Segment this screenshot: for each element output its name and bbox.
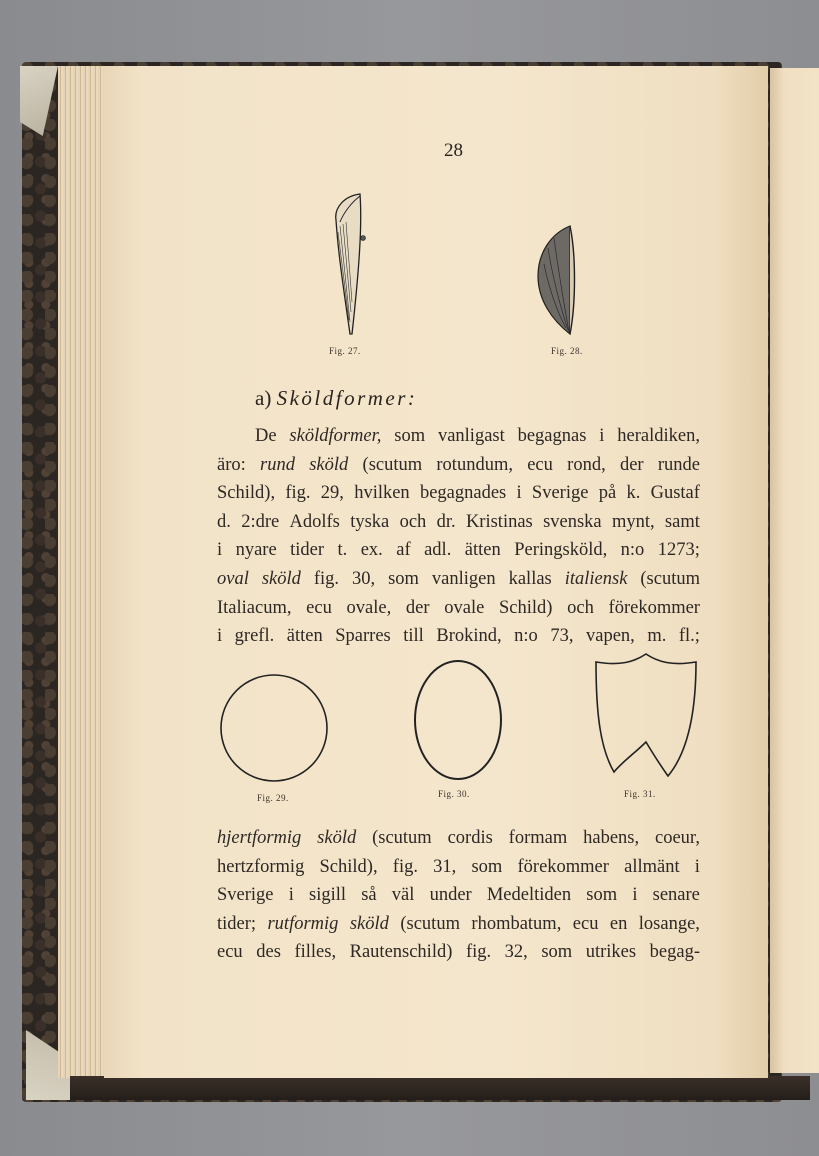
word: senare <box>652 885 700 906</box>
word: samt <box>664 511 700 532</box>
word: ecu <box>217 942 243 963</box>
text-line <box>217 565 700 594</box>
text-line <box>217 824 700 853</box>
word: i <box>217 626 223 647</box>
word: Sparres <box>335 626 391 647</box>
round-shield-icon <box>218 672 330 784</box>
word: som <box>394 426 426 446</box>
word: ex. <box>360 540 383 561</box>
word: Peringsköld, <box>514 540 608 561</box>
word: som <box>471 856 503 877</box>
word: som <box>586 885 618 906</box>
word: losange, <box>638 913 700 934</box>
word: k. <box>626 483 641 504</box>
word: ecu <box>306 597 332 618</box>
word: der <box>405 597 430 618</box>
text-line <box>217 536 700 565</box>
word: rutformig <box>267 913 339 934</box>
word: sköld <box>317 828 357 848</box>
word: fig. <box>313 568 340 589</box>
word: Sverige <box>217 885 274 906</box>
heading-prefix: a) <box>255 386 272 410</box>
word: dr. <box>436 511 456 532</box>
word: fig. <box>392 856 418 877</box>
word: en <box>609 913 628 934</box>
spearhead-shield-icon <box>330 192 370 340</box>
word: utrikes <box>585 942 637 963</box>
word: (scutum <box>400 913 460 934</box>
word: på <box>598 483 617 504</box>
word: ätten <box>286 626 323 647</box>
half-dome-shield-icon <box>536 224 580 338</box>
word: sköld <box>309 454 349 475</box>
word: 73, <box>550 626 574 647</box>
word: nyare <box>235 540 277 561</box>
word: Gustaf <box>650 483 700 504</box>
word: i <box>516 483 522 504</box>
fig-29-caption: Fig. 29. <box>257 793 289 803</box>
word: Schild), <box>217 483 276 504</box>
text-line <box>217 853 700 882</box>
text-line <box>217 622 700 651</box>
word: sköld <box>261 568 301 589</box>
page-edges <box>58 66 106 1078</box>
heart-shaped-shield-icon <box>592 652 700 780</box>
word: (scutum <box>640 568 700 589</box>
cover-bottom-edge <box>70 1076 810 1100</box>
word: sköld <box>349 913 389 934</box>
word: Italiacum, <box>217 597 292 618</box>
word: tider; <box>217 913 257 934</box>
word: vapen, <box>585 626 635 647</box>
text-line <box>217 910 700 939</box>
word: ätten <box>464 540 501 561</box>
paragraph-2 <box>217 824 700 967</box>
word: förekommer <box>517 856 609 877</box>
word: och <box>567 597 594 618</box>
word: t. <box>337 540 348 561</box>
word: ecu <box>572 913 599 934</box>
word: filles, <box>294 942 337 963</box>
word: i <box>288 885 294 906</box>
word: till <box>403 626 424 647</box>
text-line <box>217 508 700 537</box>
word: i <box>599 426 605 446</box>
word: n:o <box>514 626 538 647</box>
word: cordis <box>447 828 493 848</box>
heading-title: Sköldformer: <box>276 386 418 410</box>
word: fig. <box>465 942 492 963</box>
word: i <box>694 856 700 877</box>
fig-28-caption: Fig. 28. <box>551 346 583 356</box>
word: så <box>361 885 377 906</box>
word: allmänt <box>624 856 680 877</box>
word: fig. <box>285 483 311 504</box>
word: rotundum, <box>436 454 513 475</box>
text-line <box>217 451 700 480</box>
word: formam <box>508 828 568 848</box>
word: sigill <box>309 885 347 906</box>
text-line <box>217 479 700 508</box>
word: rhombatum, <box>471 913 562 934</box>
facing-page <box>770 68 819 1073</box>
word: m. <box>647 626 667 647</box>
oval-shield-icon <box>412 658 504 782</box>
text-line <box>217 938 700 967</box>
word: runde <box>657 454 700 475</box>
word: Schild) <box>498 597 553 618</box>
word: i <box>217 540 223 561</box>
word: grefl. <box>234 626 275 647</box>
word: Schild), <box>319 856 378 877</box>
word: Sverige <box>531 483 589 504</box>
word: hertzformig <box>217 856 305 877</box>
word: begag- <box>649 942 700 963</box>
word: Medeltiden <box>486 885 572 906</box>
word: begagnas <box>517 426 587 446</box>
text-line <box>217 881 700 910</box>
word: väl <box>391 885 415 906</box>
word: heraldiken, <box>617 426 700 446</box>
word: (scutum <box>372 828 432 848</box>
word: hvilken <box>354 483 410 504</box>
word: 29, <box>320 483 344 504</box>
word: vanligen <box>431 568 496 589</box>
word: des <box>256 942 281 963</box>
word: 30, <box>352 568 376 589</box>
word: hjertformig <box>217 828 302 848</box>
word: 2:dre <box>241 511 280 532</box>
page-number: 28 <box>444 140 463 161</box>
word: d. <box>217 511 231 532</box>
word: 31, <box>433 856 457 877</box>
word: som <box>388 568 419 589</box>
word: adl. <box>424 540 452 561</box>
fig-31-caption: Fig. 31. <box>624 789 656 799</box>
word: under <box>429 885 472 906</box>
word: äro: <box>217 454 246 475</box>
word: svenska <box>543 511 602 532</box>
word: tider <box>290 540 325 561</box>
word: vanligast <box>437 426 505 446</box>
word: coeur, <box>654 828 700 848</box>
paragraph-1 <box>217 422 700 651</box>
word: förekommer <box>608 597 700 618</box>
word: och <box>399 511 427 532</box>
word: kallas <box>508 568 552 589</box>
word: fl.; <box>678 626 700 647</box>
word: n:o <box>620 540 645 561</box>
word: sköldformer, <box>289 426 382 446</box>
section-heading <box>255 386 417 411</box>
word: af <box>396 540 411 561</box>
word: habens, <box>583 828 640 848</box>
word: Brokind, <box>436 626 502 647</box>
word: rond, <box>567 454 606 475</box>
text-line <box>217 594 700 623</box>
word: Adolfs <box>289 511 340 532</box>
word: i <box>632 885 638 906</box>
word: rund <box>260 454 295 475</box>
fig-27-caption: Fig. 27. <box>329 346 361 356</box>
word: oval <box>217 568 249 589</box>
word: der <box>619 454 644 475</box>
word: Kristinas <box>465 511 533 532</box>
word: ovale, <box>346 597 392 618</box>
word: ecu <box>527 454 553 475</box>
word: 1273; <box>657 540 700 561</box>
word: ovale <box>444 597 485 618</box>
fig-30-caption: Fig. 30. <box>438 789 470 799</box>
word: Rautenschild) <box>349 942 453 963</box>
text-line <box>217 422 700 451</box>
word: tyska <box>350 511 390 532</box>
word: mynt, <box>611 511 655 532</box>
word: (scutum <box>362 454 423 475</box>
word: De <box>255 426 277 446</box>
word: begagnades <box>419 483 507 504</box>
word: som <box>541 942 573 963</box>
word: 32, <box>504 942 528 963</box>
word: italiensk <box>564 568 628 589</box>
